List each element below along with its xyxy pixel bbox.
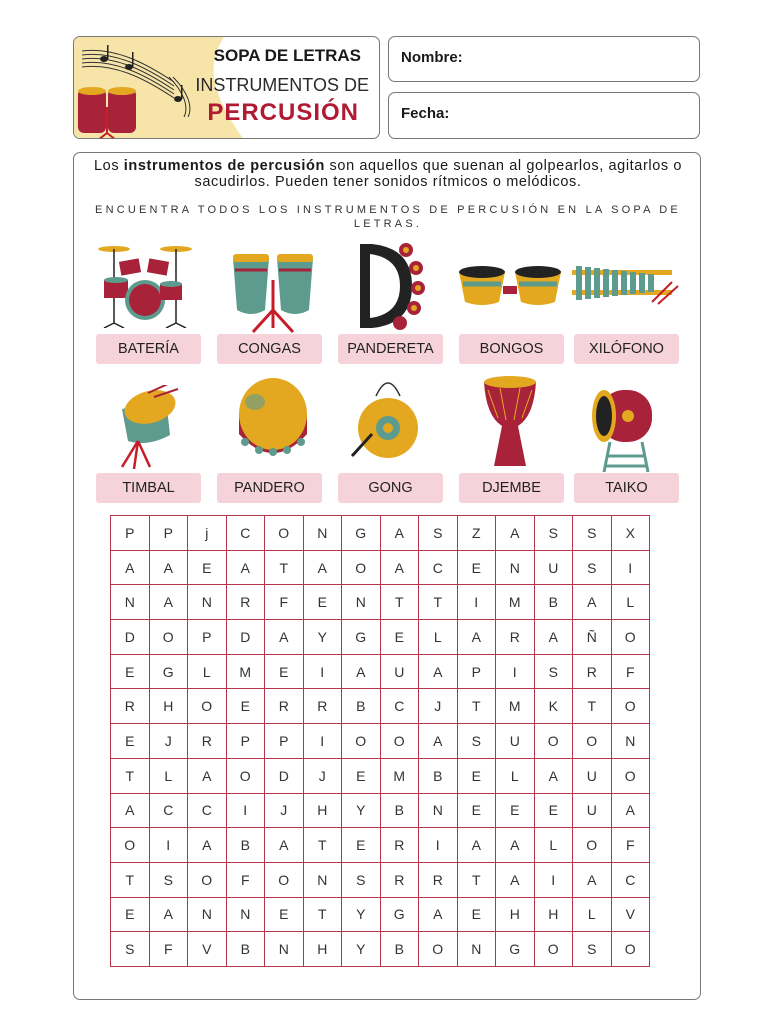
grid-row — [111, 654, 650, 689]
label-pandero: PANDERO — [217, 473, 322, 503]
intro-text: Los instrumentos de percusión son aquellos que suenan al golpearlos, agitarlos o sacudirlos. Pueden tener sonidos rítmicos o melódicos. — [93, 158, 682, 190]
grid-cell[interactable]: N — [265, 932, 304, 967]
grid-cell[interactable]: I — [611, 550, 650, 585]
grid-cell[interactable]: A — [573, 585, 612, 620]
grid-cell[interactable]: T — [111, 758, 150, 793]
grid-cell[interactable]: A — [188, 758, 227, 793]
grid-cell[interactable]: A — [265, 620, 304, 655]
grid-cell[interactable]: N — [342, 585, 381, 620]
grid-cell[interactable]: O — [611, 932, 650, 967]
grid-cell[interactable]: L — [149, 758, 188, 793]
grid-cell[interactable]: L — [419, 620, 458, 655]
grid-cell[interactable]: Y — [342, 897, 381, 932]
label-timbal: TIMBAL — [96, 473, 201, 503]
grid-cell[interactable]: U — [380, 654, 419, 689]
grid-cell[interactable]: H — [149, 689, 188, 724]
grid-cell[interactable]: R — [111, 689, 150, 724]
grid-cell[interactable]: R — [265, 689, 304, 724]
label-congas: CONGAS — [217, 334, 322, 364]
grid-cell[interactable]: N — [457, 932, 496, 967]
grid-cell[interactable]: R — [419, 862, 458, 897]
drum-kit-icon — [90, 238, 202, 338]
grid-cell[interactable]: A — [111, 793, 150, 828]
grid-cell[interactable]: O — [342, 550, 381, 585]
grid-cell[interactable]: E — [188, 550, 227, 585]
grid-cell[interactable]: L — [534, 828, 573, 863]
grid-cell[interactable]: N — [111, 585, 150, 620]
grid-cell[interactable]: O — [111, 828, 150, 863]
grid-row — [111, 585, 650, 620]
grid-cell[interactable]: T — [457, 689, 496, 724]
grid-cell[interactable]: E — [342, 758, 381, 793]
grid-cell[interactable]: P — [111, 516, 150, 551]
grid-cell[interactable]: L — [573, 897, 612, 932]
label-djembe: DJEMBE — [459, 473, 564, 503]
grid-row — [111, 862, 650, 897]
grid-cell[interactable]: O — [149, 620, 188, 655]
grid-cell[interactable]: E — [265, 897, 304, 932]
name-field[interactable] — [388, 36, 700, 82]
grid-cell[interactable]: D — [265, 758, 304, 793]
grid-cell[interactable]: E — [457, 793, 496, 828]
grid-cell[interactable]: R — [380, 862, 419, 897]
word-search-grid — [110, 515, 650, 967]
grid-cell[interactable]: A — [303, 550, 342, 585]
grid-cell[interactable]: U — [496, 724, 535, 759]
grid-row — [111, 516, 650, 551]
grid-row — [111, 793, 650, 828]
grid-cell[interactable]: N — [188, 585, 227, 620]
grid-cell[interactable]: H — [303, 793, 342, 828]
grid-cell[interactable]: O — [611, 689, 650, 724]
grid-cell[interactable]: B — [226, 932, 265, 967]
grid-cell[interactable]: O — [534, 724, 573, 759]
grid-row — [111, 758, 650, 793]
grid-cell[interactable]: I — [303, 724, 342, 759]
grid-cell[interactable]: D — [226, 620, 265, 655]
grid-cell[interactable]: U — [573, 758, 612, 793]
grid-cell[interactable]: P — [188, 620, 227, 655]
grid-cell[interactable]: N — [226, 897, 265, 932]
grid-cell[interactable]: A — [496, 516, 535, 551]
grid-cell[interactable]: T — [419, 585, 458, 620]
grid-cell[interactable]: E — [457, 550, 496, 585]
grid-cell[interactable]: A — [380, 516, 419, 551]
grid-cell[interactable]: N — [496, 550, 535, 585]
grid-cell[interactable]: O — [380, 724, 419, 759]
label-pandereta: PANDERETA — [338, 334, 443, 364]
grid-cell[interactable]: R — [188, 724, 227, 759]
grid-cell[interactable]: E — [380, 620, 419, 655]
date-label: Fecha: — [401, 105, 450, 122]
grid-cell[interactable]: U — [573, 793, 612, 828]
grid-cell[interactable]: E — [496, 793, 535, 828]
grid-cell[interactable]: N — [303, 862, 342, 897]
task-instruction: ENCUENTRA TODOS LOS INSTRUMENTOS DE PERCUSIÓN EN LA SOPA DE LETRAS. — [95, 204, 681, 230]
grid-cell[interactable]: S — [573, 550, 612, 585]
grid-cell[interactable]: E — [226, 689, 265, 724]
grid-cell[interactable]: S — [534, 654, 573, 689]
grid-cell[interactable]: E — [457, 897, 496, 932]
grid-cell[interactable]: I — [496, 654, 535, 689]
grid-cell[interactable]: O — [226, 758, 265, 793]
title-line-3: PERCUSIÓN — [207, 99, 359, 126]
grid-cell[interactable]: N — [188, 897, 227, 932]
grid-cell[interactable]: A — [534, 758, 573, 793]
grid-cell[interactable]: J — [419, 689, 458, 724]
grid-cell[interactable]: U — [534, 550, 573, 585]
grid-row — [111, 828, 650, 863]
grid-cell[interactable]: F — [226, 862, 265, 897]
grid-cell[interactable]: A — [149, 897, 188, 932]
grid-cell[interactable]: L — [496, 758, 535, 793]
grid-cell[interactable]: A — [457, 620, 496, 655]
grid-cell[interactable]: A — [342, 654, 381, 689]
grid-cell[interactable]: L — [188, 654, 227, 689]
label-gong: GONG — [338, 473, 443, 503]
grid-cell[interactable]: O — [342, 724, 381, 759]
grid-cell[interactable]: J — [265, 793, 304, 828]
label-bongos: BONGOS — [459, 334, 564, 364]
grid-cell[interactable]: M — [496, 689, 535, 724]
grid-cell[interactable]: A — [496, 828, 535, 863]
grid-cell[interactable]: O — [188, 862, 227, 897]
grid-cell[interactable]: A — [419, 897, 458, 932]
grid-cell[interactable]: C — [226, 516, 265, 551]
grid-row — [111, 932, 650, 967]
grid-cell[interactable]: I — [534, 862, 573, 897]
grid-cell[interactable]: I — [457, 585, 496, 620]
grid-cell[interactable]: S — [457, 724, 496, 759]
grid-cell[interactable]: B — [380, 793, 419, 828]
grid-cell[interactable]: O — [265, 862, 304, 897]
grid-cell[interactable]: A — [419, 654, 458, 689]
grid-cell[interactable]: F — [611, 828, 650, 863]
grid-cell[interactable]: J — [303, 758, 342, 793]
grid-cell[interactable]: A — [611, 793, 650, 828]
grid-cell[interactable]: O — [534, 932, 573, 967]
grid-cell[interactable]: B — [342, 689, 381, 724]
grid-cell[interactable]: A — [265, 828, 304, 863]
grid-row — [111, 689, 650, 724]
grid-cell[interactable]: B — [380, 932, 419, 967]
title-line-1: SOPA DE LETRAS — [213, 46, 361, 65]
title-line-2: INSTRUMENTOS DE — [195, 75, 369, 95]
grid-cell[interactable]: A — [226, 550, 265, 585]
grid-cell[interactable]: P — [457, 654, 496, 689]
grid-cell[interactable]: E — [534, 793, 573, 828]
grid-cell[interactable]: O — [611, 758, 650, 793]
grid-cell[interactable]: N — [303, 516, 342, 551]
grid-cell[interactable]: M — [226, 654, 265, 689]
grid-cell[interactable]: S — [573, 516, 612, 551]
grid-cell[interactable]: B — [534, 585, 573, 620]
grid-cell[interactable]: O — [611, 620, 650, 655]
tambourine-icon — [350, 238, 462, 338]
grid-cell[interactable]: E — [457, 758, 496, 793]
grid-cell[interactable]: O — [188, 689, 227, 724]
grid-cell[interactable]: H — [496, 897, 535, 932]
grid-cell[interactable]: H — [534, 897, 573, 932]
grid-cell[interactable]: J — [149, 724, 188, 759]
grid-cell[interactable]: A — [380, 550, 419, 585]
grid-cell[interactable]: E — [303, 585, 342, 620]
grid-cell[interactable]: M — [380, 758, 419, 793]
header-card — [73, 36, 380, 139]
grid-cell[interactable]: G — [342, 516, 381, 551]
grid-cell[interactable]: C — [419, 550, 458, 585]
grid-cell[interactable]: H — [303, 932, 342, 967]
label-taiko: TAIKO — [574, 473, 679, 503]
grid-cell[interactable]: S — [149, 862, 188, 897]
grid-cell[interactable]: G — [380, 897, 419, 932]
grid-cell[interactable]: X — [611, 516, 650, 551]
grid-cell[interactable]: V — [611, 897, 650, 932]
grid-cell[interactable]: R — [380, 828, 419, 863]
grid-row — [111, 550, 650, 585]
name-label: Nombre: — [401, 49, 463, 66]
grid-cell[interactable]: C — [611, 862, 650, 897]
grid-cell[interactable]: O — [573, 724, 612, 759]
grid-cell[interactable]: M — [496, 585, 535, 620]
grid-cell[interactable]: P — [226, 724, 265, 759]
grid-cell[interactable]: A — [457, 828, 496, 863]
grid-cell[interactable]: S — [342, 862, 381, 897]
grid-cell[interactable]: j — [188, 516, 227, 551]
grid-cell[interactable]: G — [149, 654, 188, 689]
grid-row — [111, 724, 650, 759]
grid-cell[interactable]: P — [149, 516, 188, 551]
grid-cell[interactable]: F — [149, 932, 188, 967]
grid-cell[interactable]: G — [342, 620, 381, 655]
pandero-icon — [233, 372, 345, 472]
grid-cell[interactable]: F — [265, 585, 304, 620]
grid-cell[interactable]: Y — [342, 932, 381, 967]
grid-cell[interactable]: T — [457, 862, 496, 897]
date-field[interactable] — [388, 92, 700, 139]
grid-cell[interactable]: E — [111, 897, 150, 932]
grid-cell[interactable]: B — [419, 758, 458, 793]
grid-cell[interactable]: R — [573, 654, 612, 689]
grid-cell[interactable]: T — [573, 689, 612, 724]
grid-cell[interactable]: K — [534, 689, 573, 724]
gong-icon — [350, 370, 462, 470]
label-xilofono: XILÓFONO — [574, 334, 679, 364]
grid-cell[interactable]: D — [111, 620, 150, 655]
grid-cell[interactable]: L — [611, 585, 650, 620]
grid-cell[interactable]: G — [496, 932, 535, 967]
grid-cell[interactable]: R — [496, 620, 535, 655]
grid-cell[interactable]: I — [226, 793, 265, 828]
grid-cell[interactable]: S — [111, 932, 150, 967]
grid-cell[interactable]: T — [303, 897, 342, 932]
grid-cell[interactable]: A — [149, 550, 188, 585]
grid-cell[interactable]: E — [111, 654, 150, 689]
grid-cell[interactable]: S — [534, 516, 573, 551]
grid-cell[interactable]: I — [149, 828, 188, 863]
grid-cell[interactable]: T — [265, 550, 304, 585]
grid-cell[interactable]: E — [342, 828, 381, 863]
grid-cell[interactable]: O — [419, 932, 458, 967]
grid-cell[interactable]: Ñ — [573, 620, 612, 655]
grid-cell[interactable]: O — [573, 828, 612, 863]
grid-cell[interactable]: V — [188, 932, 227, 967]
grid-cell[interactable]: Y — [303, 620, 342, 655]
grid-cell[interactable]: E — [111, 724, 150, 759]
grid-cell[interactable]: A — [111, 550, 150, 585]
grid-cell[interactable]: S — [419, 516, 458, 551]
grid-cell[interactable]: A — [149, 585, 188, 620]
grid-cell[interactable]: A — [496, 862, 535, 897]
grid-row — [111, 620, 650, 655]
grid-cell[interactable]: R — [226, 585, 265, 620]
grid-cell[interactable]: C — [188, 793, 227, 828]
grid-cell[interactable]: A — [419, 724, 458, 759]
grid-cell[interactable]: P — [265, 724, 304, 759]
grid-row — [111, 897, 650, 932]
grid-cell[interactable]: Z — [457, 516, 496, 551]
grid-cell[interactable]: I — [303, 654, 342, 689]
grid-cell[interactable]: C — [380, 689, 419, 724]
grid-cell[interactable]: N — [419, 793, 458, 828]
djembe-icon — [478, 372, 590, 472]
grid-cell[interactable]: S — [573, 932, 612, 967]
grid-cell[interactable]: A — [534, 620, 573, 655]
grid-cell[interactable]: O — [265, 516, 304, 551]
grid-cell[interactable]: E — [265, 654, 304, 689]
grid-cell[interactable]: A — [188, 828, 227, 863]
grid-cell[interactable]: I — [419, 828, 458, 863]
grid-cell[interactable]: B — [226, 828, 265, 863]
grid-cell[interactable]: T — [380, 585, 419, 620]
grid-cell[interactable]: N — [611, 724, 650, 759]
grid-cell[interactable]: Y — [342, 793, 381, 828]
timbal-icon — [108, 385, 220, 485]
grid-cell[interactable]: R — [303, 689, 342, 724]
grid-cell[interactable]: C — [149, 793, 188, 828]
grid-cell[interactable]: F — [611, 654, 650, 689]
taiko-icon — [586, 384, 698, 484]
grid-cell[interactable]: A — [573, 862, 612, 897]
grid-cell[interactable]: T — [111, 862, 150, 897]
label-bateria: BATERÍA — [96, 334, 201, 364]
grid-cell[interactable]: T — [303, 828, 342, 863]
